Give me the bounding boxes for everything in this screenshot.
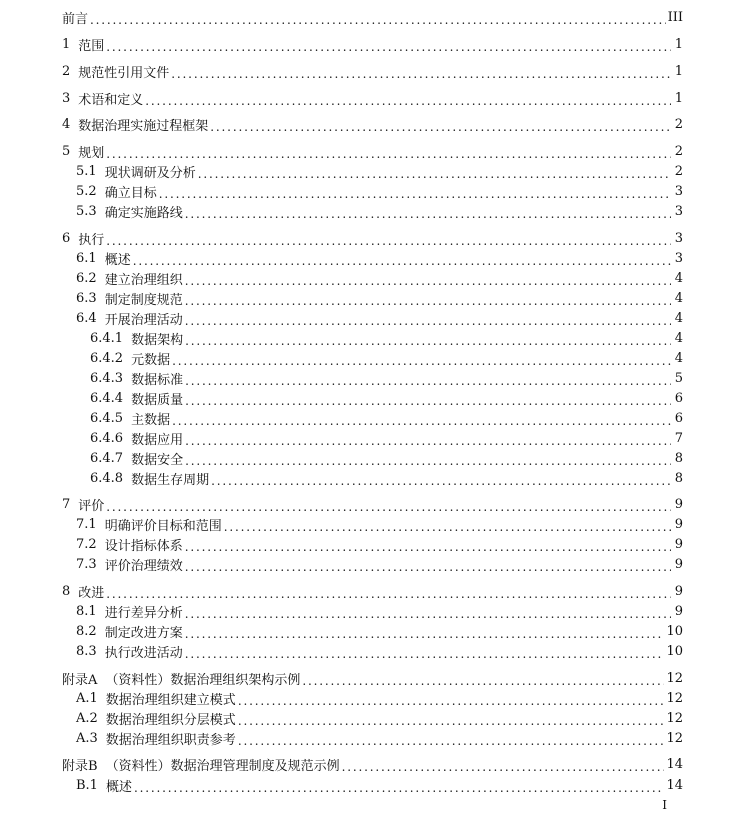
toc-entry-number: B.1 bbox=[76, 777, 98, 793]
toc-entry-page: 4 bbox=[674, 330, 683, 346]
toc-entry-title: 数据标准 bbox=[131, 372, 184, 388]
toc-entry-title: 术语和定义 bbox=[78, 92, 144, 108]
toc-entry-title: （资料性）数据治理管理制度及规范示例 bbox=[105, 758, 340, 774]
toc-entry-page: 9 bbox=[674, 536, 683, 552]
toc-entry-title: 制定制度规范 bbox=[104, 292, 183, 308]
toc-entry-page: 2 bbox=[674, 143, 683, 159]
toc-entry-title: 数据架构 bbox=[131, 332, 184, 348]
toc-entry-page: 10 bbox=[666, 623, 683, 639]
toc-entry-number: 8.2 bbox=[76, 623, 97, 639]
toc-entry[interactable] bbox=[0, 228, 745, 248]
dot-leader bbox=[342, 760, 665, 775]
toc-entry[interactable] bbox=[0, 554, 745, 574]
toc-entry-number: 3 bbox=[62, 90, 71, 106]
toc-entry-title: 规划 bbox=[78, 145, 105, 161]
toc-entry-title: 明确评价目标和范围 bbox=[104, 518, 222, 534]
toc-entry-page: 6 bbox=[674, 390, 683, 406]
dot-leader bbox=[106, 234, 671, 249]
dot-leader bbox=[238, 694, 665, 709]
toc-entry-number: 6.4.8 bbox=[90, 470, 124, 486]
toc-entry[interactable] bbox=[0, 708, 745, 728]
dot-leader bbox=[238, 734, 665, 749]
toc-entry-number: 7.2 bbox=[76, 536, 97, 552]
toc-entry-page: 1 bbox=[674, 63, 683, 79]
dot-leader bbox=[185, 647, 665, 662]
toc-entry[interactable] bbox=[0, 601, 745, 621]
toc-entry-number: 6.4.6 bbox=[90, 430, 124, 446]
toc-entry[interactable] bbox=[0, 688, 745, 708]
dot-leader bbox=[185, 627, 665, 642]
toc-entry[interactable] bbox=[0, 248, 745, 268]
toc-entry-title: 数据生存周期 bbox=[131, 472, 210, 488]
toc-entry-number: 2 bbox=[62, 63, 71, 79]
toc-entry-page: 3 bbox=[674, 203, 683, 219]
toc-entry-title: 数据治理组织分层模式 bbox=[105, 712, 236, 728]
toc-entry[interactable] bbox=[0, 114, 745, 134]
toc-entry-page: 2 bbox=[674, 163, 683, 179]
toc-entry-page: 3 bbox=[674, 250, 683, 266]
toc-entry-page: 3 bbox=[674, 183, 683, 199]
toc-entry[interactable] bbox=[0, 348, 745, 368]
toc-entry-page: 4 bbox=[674, 270, 683, 286]
toc-entry-number: 7 bbox=[62, 496, 71, 512]
toc-entry-number: 附录A bbox=[62, 672, 98, 688]
toc-entry[interactable] bbox=[0, 141, 745, 161]
toc-entry-page: 10 bbox=[666, 643, 683, 659]
toc-entry[interactable] bbox=[0, 428, 745, 448]
toc-entry-title: 数据质量 bbox=[131, 392, 184, 408]
dot-leader bbox=[133, 254, 671, 269]
toc-entry[interactable] bbox=[0, 388, 745, 408]
toc-entry[interactable] bbox=[0, 448, 745, 468]
toc-entry-number: 7.3 bbox=[76, 556, 97, 572]
toc-entry[interactable] bbox=[0, 728, 745, 748]
dot-leader bbox=[159, 187, 671, 202]
dot-leader bbox=[198, 167, 671, 182]
dot-leader bbox=[185, 294, 671, 309]
toc-entry-number: A.2 bbox=[76, 710, 98, 726]
toc-entry-number: 6 bbox=[62, 230, 71, 246]
toc-entry-title: 确定实施路线 bbox=[104, 205, 183, 221]
toc-entry-page: 9 bbox=[674, 603, 683, 619]
toc-entry-number: 8 bbox=[62, 583, 71, 599]
toc-entry-number: 4 bbox=[62, 116, 71, 132]
toc-entry-title: 数据治理组织建立模式 bbox=[105, 692, 236, 708]
toc-entry-page: 3 bbox=[674, 230, 683, 246]
toc-entry-title: 现状调研及分析 bbox=[104, 165, 196, 181]
toc-entry-page: 2 bbox=[674, 116, 683, 132]
toc-entry-title: 数据治理组织职责参考 bbox=[105, 732, 236, 748]
toc-entry-page: 12 bbox=[666, 690, 683, 706]
toc-entry-page: 9 bbox=[674, 516, 683, 532]
toc-entry-page: 8 bbox=[674, 450, 683, 466]
toc-entry-number: A.3 bbox=[76, 730, 98, 746]
toc-entry-page: 8 bbox=[674, 470, 683, 486]
toc-entry-number: 1 bbox=[62, 36, 71, 52]
dot-leader bbox=[185, 374, 671, 389]
dot-leader bbox=[171, 67, 671, 82]
toc-entry-page: 9 bbox=[674, 496, 683, 512]
toc-entry-title: 主数据 bbox=[131, 412, 171, 428]
dot-leader bbox=[210, 120, 671, 135]
toc-entry[interactable] bbox=[0, 494, 745, 514]
toc-entry-title: 数据应用 bbox=[131, 432, 184, 448]
toc-entry-page: 1 bbox=[674, 90, 683, 106]
toc-entry[interactable] bbox=[0, 88, 745, 108]
toc-entry[interactable] bbox=[0, 368, 745, 388]
toc-entry-title: 前言 bbox=[62, 11, 89, 27]
dot-leader bbox=[106, 40, 671, 55]
dot-leader bbox=[106, 147, 671, 162]
dot-leader bbox=[302, 674, 664, 689]
dot-leader bbox=[134, 781, 664, 796]
toc-entry-number: 5.1 bbox=[76, 163, 97, 179]
toc-entry-number: 7.1 bbox=[76, 516, 97, 532]
dot-leader bbox=[90, 13, 666, 28]
toc-entry[interactable] bbox=[0, 201, 745, 221]
dot-leader bbox=[185, 207, 671, 222]
toc-entry-title: 评价治理绩效 bbox=[104, 558, 183, 574]
toc-entry-title: 范围 bbox=[78, 38, 105, 54]
dot-leader bbox=[172, 354, 671, 369]
toc-entry-title: 概述 bbox=[104, 252, 131, 268]
toc-entry-title: 数据安全 bbox=[131, 452, 184, 468]
toc-entry-page: 6 bbox=[674, 410, 683, 426]
toc-entry-page: III bbox=[667, 9, 683, 25]
toc-entry[interactable] bbox=[0, 668, 745, 688]
toc-entry-number: 6.1 bbox=[76, 250, 97, 266]
dot-leader bbox=[224, 520, 671, 535]
toc-entry-page: 14 bbox=[666, 756, 683, 772]
toc-entry-page: 4 bbox=[674, 310, 683, 326]
toc-entry[interactable] bbox=[0, 621, 745, 641]
toc-entry-title: 建立治理组织 bbox=[104, 272, 183, 288]
toc-entry-title: 确立目标 bbox=[104, 185, 157, 201]
toc-entry-number: 6.4 bbox=[76, 310, 97, 326]
toc-entry-title: 概述 bbox=[105, 779, 132, 795]
toc-entry-title: 进行差异分析 bbox=[104, 605, 183, 621]
toc-entry-title: 元数据 bbox=[131, 352, 171, 368]
dot-leader bbox=[185, 454, 671, 469]
toc-entry[interactable] bbox=[0, 641, 745, 661]
dot-leader bbox=[145, 94, 671, 109]
dot-leader bbox=[185, 560, 671, 575]
dot-leader bbox=[185, 607, 671, 622]
toc-entry-number: 6.4.2 bbox=[90, 350, 124, 366]
toc-entry[interactable] bbox=[0, 7, 745, 27]
toc-entry[interactable] bbox=[0, 61, 745, 81]
toc-entry-title: 开展治理活动 bbox=[104, 312, 183, 328]
toc-entry-title: 改进 bbox=[78, 585, 105, 601]
toc-entry[interactable] bbox=[0, 754, 745, 774]
toc-entry-title: 规范性引用文件 bbox=[78, 65, 170, 81]
toc-entry[interactable] bbox=[0, 408, 745, 428]
dot-leader bbox=[185, 314, 671, 329]
dot-leader bbox=[185, 334, 671, 349]
toc-entry-title: 执行改进活动 bbox=[104, 645, 183, 661]
toc-entry-number: 5 bbox=[62, 143, 71, 159]
toc-entry-number: 6.4.3 bbox=[90, 370, 124, 386]
toc-entry-number: 5.3 bbox=[76, 203, 97, 219]
toc-entry-page: 9 bbox=[674, 556, 683, 572]
toc-entry-page: 5 bbox=[674, 370, 683, 386]
toc-entry-number: 附录B bbox=[62, 758, 98, 774]
toc-entry-number: 6.2 bbox=[76, 270, 97, 286]
toc-entry[interactable] bbox=[0, 288, 745, 308]
toc-entry[interactable] bbox=[0, 161, 745, 181]
toc-entry-title: 评价 bbox=[78, 498, 105, 514]
dot-leader bbox=[185, 274, 671, 289]
toc-entry-page: 4 bbox=[674, 290, 683, 306]
toc-entry-number: 6.4.7 bbox=[90, 450, 124, 466]
toc-entry[interactable] bbox=[0, 514, 745, 534]
toc-entry-page: 12 bbox=[666, 710, 683, 726]
dot-leader bbox=[106, 587, 671, 602]
toc-entry[interactable] bbox=[0, 328, 745, 348]
toc-entry[interactable] bbox=[0, 34, 745, 54]
toc-entry-number: 6.4.4 bbox=[90, 390, 124, 406]
page-number: I bbox=[662, 798, 667, 812]
toc-entry[interactable] bbox=[0, 268, 745, 288]
toc-entry[interactable] bbox=[0, 581, 745, 601]
toc-entry-page: 14 bbox=[666, 777, 683, 793]
toc-entry-title: （资料性）数据治理组织架构示例 bbox=[105, 672, 301, 688]
toc-entry-page: 7 bbox=[674, 430, 683, 446]
toc-entry-page: 9 bbox=[674, 583, 683, 599]
toc-entry-page: 12 bbox=[666, 670, 683, 686]
toc-entry-number: 8.1 bbox=[76, 603, 97, 619]
toc-entry-title: 执行 bbox=[78, 232, 105, 248]
toc-entry-number: 5.2 bbox=[76, 183, 97, 199]
toc-entry-page: 4 bbox=[674, 350, 683, 366]
dot-leader bbox=[172, 414, 671, 429]
toc-entry-page: 12 bbox=[666, 730, 683, 746]
toc-entry-number: 6.4.5 bbox=[90, 410, 124, 426]
toc-entry[interactable] bbox=[0, 534, 745, 554]
toc-entry-title: 制定改进方案 bbox=[104, 625, 183, 641]
toc-entry[interactable] bbox=[0, 308, 745, 328]
toc-entry-page: 1 bbox=[674, 36, 683, 52]
toc-entry[interactable] bbox=[0, 181, 745, 201]
toc-entry-title: 设计指标体系 bbox=[104, 538, 183, 554]
toc-entry-number: 8.3 bbox=[76, 643, 97, 659]
toc-entry-number: 6.4.1 bbox=[90, 330, 124, 346]
dot-leader bbox=[185, 434, 671, 449]
toc-entry[interactable] bbox=[0, 775, 745, 795]
dot-leader bbox=[238, 714, 665, 729]
toc-entry-number: A.1 bbox=[76, 690, 98, 706]
toc-entry-number: 6.3 bbox=[76, 290, 97, 306]
dot-leader bbox=[185, 540, 671, 555]
dot-leader bbox=[106, 500, 671, 515]
toc-entry[interactable] bbox=[0, 468, 745, 488]
toc-entry-title: 数据治理实施过程框架 bbox=[78, 118, 209, 134]
dot-leader bbox=[211, 474, 671, 489]
dot-leader bbox=[185, 394, 671, 409]
